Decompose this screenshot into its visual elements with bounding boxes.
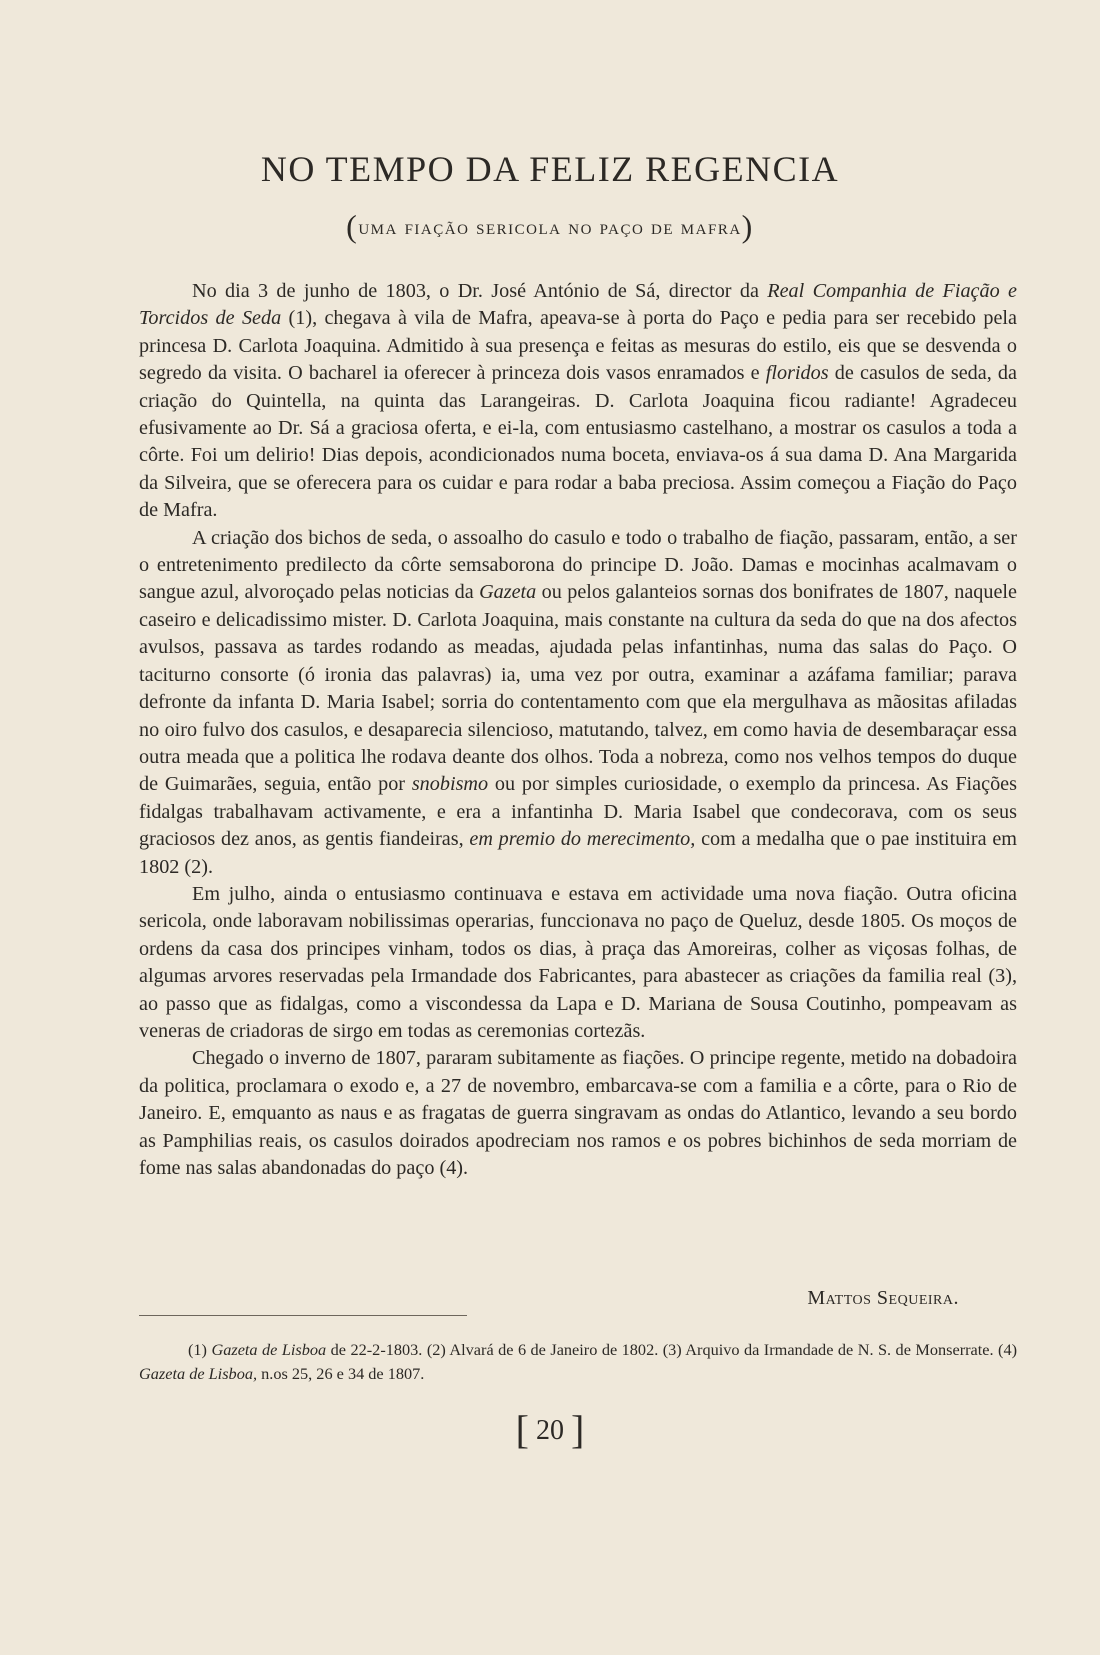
text-run: com a medalha que o pae instituira em 1802 (2).: [139, 828, 1017, 878]
text-run: (1), chegava à vila de Mafra, apeava-se à porta do Paço e pedia para ser recebido pela princesa D. Carlota Joaquina. Admitido à sua presença e feitas as mesuras do estilo, eis que se desvenda o segredo da visita. O bacharel ia oferecer à princeza dois vasos enramados e: [139, 307, 1018, 385]
article-body: [139, 278, 1017, 1182]
footnotes: [139, 1338, 1017, 1386]
subtitle-open-paren: (: [346, 208, 359, 244]
body-paragraph: [139, 525, 1017, 881]
subtitle-text: uma fiação sericola no paço de mafra: [358, 215, 742, 239]
text-run: ou pelos galanteios sornas dos bonifrates de 1807, naquele caseiro e delicadissimo mister. D. Carlota Joaquina, mais constante na cultura da seda do que na dos afectos avulsos, passava as tardes rodando as meadas, ajudada pelas infantinhas, numa das salas do Paço. O taciturno consorte (ó ironia das palavras) ia, uma vez por outra, examinar a azáfama familiar; parava defronte da infanta D. Maria Isabel; sorria do contentamento com que ela mergulhava as mãositas afiladas no oiro fulvo dos casulos, e desaparecia silencioso, matutando, talvez, em como havia de desembaraçar essa outra meada que a politica lhe rodava deante dos olhos. Toda a nobreza, como nos velhos tempos do duque de Guimarães, seguia, então por: [139, 581, 1017, 796]
text-run: A criação dos bichos de seda, o assoalho do casulo e todo o trabalho de fiação, passaram, então, a ser o entretenimento predilecto da côrte semsaborona do principe D. João. Damas e mocinhas acalmavam o sangue azul, alvoroçado pelas noticias da: [139, 526, 1017, 604]
footnote-divider: [139, 1315, 467, 1316]
article-subtitle: [0, 208, 1100, 245]
footnote-text: [139, 1338, 1017, 1386]
page-number: [0, 1406, 1100, 1453]
article-title: NO TEMPO DA FELIZ REGENCIA: [260, 149, 840, 189]
italic-run: Real Companhia de Fiação e Torcidos de Seda: [139, 280, 1017, 330]
text-run: de casulos de seda, da criação do Quintella, na quinta das Larangeiras. D. Carlota Joaquina ficou radiante! Agradeceu efusivamente ao Dr. Sá a graciosa oferta, e ei-la, com entusiasmo castelhano, a mostrar os casulos a toda a côrte. Foi um delirio! Dias depois, acondicionados numa boceta, enviava-os á sua dama D. Ana Margarida da Silveira, que se oferecera para os cuidar e para rodar a baba preciosa. Assim começou a Fiação do Paço de Mafra.: [139, 362, 1017, 522]
author-signature: Mattos Sequeira.: [807, 1287, 959, 1309]
page-number-value: 20: [536, 1415, 564, 1446]
text-run: Chegado o inverno de 1807, pararam subitamente as fiações. O principe regente, metido na dobadoira da politica, proclamara o exodo e, a 27 de novembro, embarcava-se com a familia e a côrte, para o Rio de Janeiro. E, emquanto as naus e as fragatas de guerra singravam as ondas do Atlantico, levando a seu bordo as Pamphilias reais, os casulos doirados apodreciam nos ramos e os pobres bichinhos de seda morriam de fome nas salas abandonadas do paço (4).: [139, 1047, 1017, 1179]
italic-run: Gazeta: [479, 581, 537, 604]
italic-run: em premio do merecimento,: [469, 828, 696, 851]
text-run: ou por simples curiosidade, o exemplo da princesa. As Fiações fidalgas trabalhavam activamente, e era a infantinha D. Maria Isabel que condecorava, com os seus graciosos dez anos, as gentis fiandeiras,: [139, 773, 1017, 851]
page-number-close-bracket: ]: [571, 1407, 585, 1452]
body-paragraph: [139, 881, 1017, 1045]
text-run: n.os 25, 26 e 34 de 1807.: [257, 1364, 425, 1383]
italic-run: snobismo: [411, 773, 489, 796]
text-run: No dia 3 de junho de 1803, o Dr. José António de Sá, director da: [192, 280, 768, 302]
body-paragraph: [139, 278, 1017, 525]
text-run: de 22-2-1803. (2) Alvará de 6 de Janeiro de 1802. (3) Arquivo da Irmandade de N. S. de Monserrate. (4): [326, 1340, 1018, 1359]
page-number-open-bracket: [: [515, 1407, 529, 1452]
italic-run: Gazeta de Lisboa: [211, 1340, 327, 1359]
subtitle-close-paren: ): [741, 208, 754, 244]
text-run: (1): [188, 1340, 212, 1359]
body-paragraph: [139, 1045, 1017, 1182]
text-run: Em julho, ainda o entusiasmo continuava e estava em actividade uma nova fiação. Outra oficina sericola, onde laboravam nobilissimas operarias, funccionava no paço de Queluz, desde 1805. Os moços de ordens da casa dos principes vinham, todos os dias, à praça das Amoreiras, colher as viçosas folhas, de algumas arvores reservadas pela Irmandade dos Fabricantes, para abastecer as criações da familia real (3), ao passo que as fidalgas, como a viscondessa da Lapa e D. Mariana de Sousa Coutinho, pompeavam as veneras de criadoras de sirgo em todas as ceremonias cortezãs.: [139, 882, 1017, 1042]
italic-run: floridos: [765, 362, 829, 385]
italic-run: Gazeta de Lisboa,: [139, 1364, 258, 1383]
